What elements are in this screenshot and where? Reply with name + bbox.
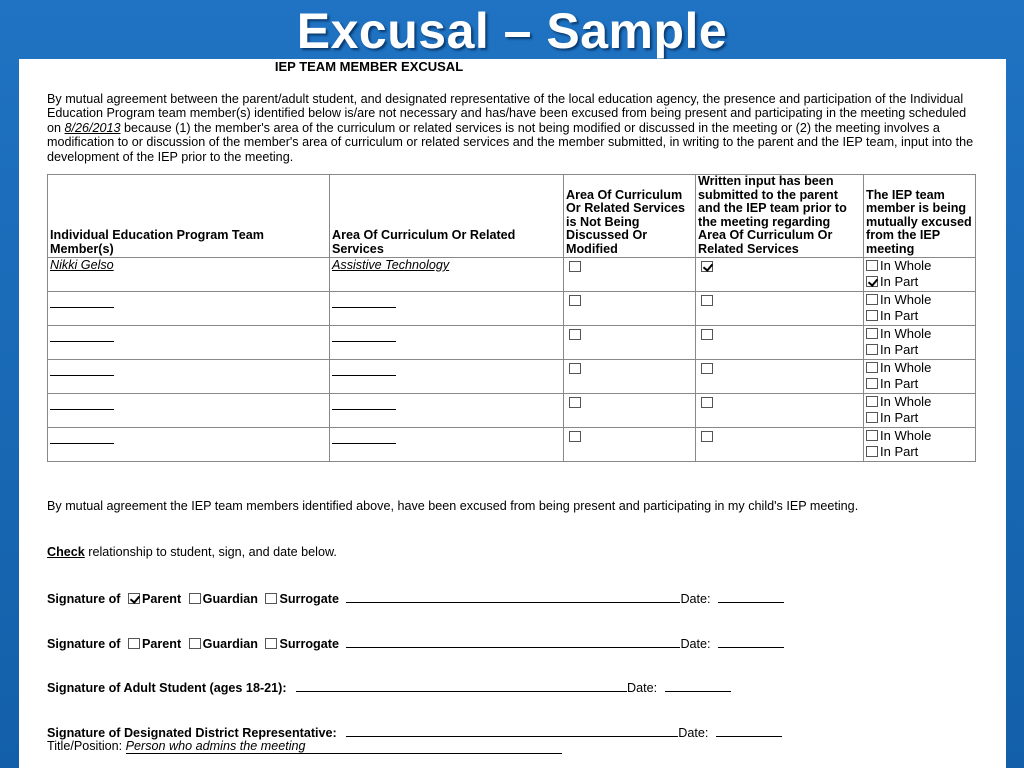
table-row xyxy=(48,394,976,428)
in-part-option xyxy=(866,410,973,426)
header-area: Area Of Curriculum Or Related Services xyxy=(330,175,564,258)
in-whole-option xyxy=(866,394,973,410)
guardian-label-1: Guardian xyxy=(202,592,258,606)
date-line-2[interactable] xyxy=(718,636,784,648)
in-whole-label: In Whole xyxy=(880,258,932,273)
member-cell[interactable] xyxy=(48,258,330,292)
area-cell[interactable] xyxy=(330,428,564,462)
signature-row-1 xyxy=(47,591,784,606)
guardian-label-2: Guardian xyxy=(202,637,258,651)
date-label-3: Date: xyxy=(627,681,658,695)
in-whole-checkbox[interactable] xyxy=(866,260,878,271)
area-cell[interactable] xyxy=(330,292,564,326)
in-whole-label: In Whole xyxy=(880,394,932,409)
form-title: IEP TEAM MEMBER EXCUSAL xyxy=(274,59,464,74)
district-rep-label: Signature of Designated District Representative: xyxy=(47,726,337,740)
not-discussed-checkbox[interactable] xyxy=(569,329,581,340)
table-row xyxy=(48,292,976,326)
header-not-discussed: Area Of Curriculum Or Related Services is Not Being Discussed Or Modified xyxy=(564,175,696,258)
member-cell[interactable] xyxy=(48,360,330,394)
in-part-option xyxy=(866,274,973,290)
parent-label-2: Parent xyxy=(141,637,182,651)
not-discussed-checkbox[interactable] xyxy=(569,295,581,306)
in-whole-checkbox[interactable] xyxy=(866,396,878,407)
signature-line-2[interactable] xyxy=(346,636,680,648)
in-part-option xyxy=(866,342,973,358)
written-input-checkbox[interactable] xyxy=(701,397,713,408)
sig-label-2: Signature of xyxy=(47,637,121,651)
in-part-label: In Part xyxy=(880,274,919,289)
in-part-checkbox[interactable] xyxy=(866,276,878,287)
area-blank-line xyxy=(332,398,396,410)
date-label-2: Date: xyxy=(680,637,711,651)
written-input-cell xyxy=(696,258,864,292)
in-part-label: In Part xyxy=(880,342,919,357)
signature-row-adult-student xyxy=(47,680,731,695)
not-discussed-checkbox[interactable] xyxy=(569,261,581,272)
in-part-checkbox[interactable] xyxy=(866,412,878,423)
written-input-checkbox[interactable] xyxy=(701,295,713,306)
in-whole-checkbox[interactable] xyxy=(866,328,878,339)
in-part-option xyxy=(866,444,973,460)
adult-student-signature-line[interactable] xyxy=(296,680,627,692)
in-whole-checkbox[interactable] xyxy=(866,362,878,373)
form-document xyxy=(19,59,1006,768)
in-part-label: In Part xyxy=(880,376,919,391)
area-blank-line xyxy=(332,432,396,444)
excused-cell xyxy=(864,394,976,428)
in-part-checkbox[interactable] xyxy=(866,344,878,355)
excused-cell xyxy=(864,360,976,394)
not-discussed-cell xyxy=(564,292,696,326)
written-input-cell xyxy=(696,394,864,428)
in-part-checkbox[interactable] xyxy=(866,378,878,389)
in-whole-label: In Whole xyxy=(880,428,932,443)
excusal-table xyxy=(47,174,976,462)
signature-row-2 xyxy=(47,636,784,651)
meeting-date-field[interactable]: 8/26/2013 xyxy=(64,120,121,135)
intro-paragraph xyxy=(47,92,977,164)
signature-line-1[interactable] xyxy=(346,591,680,603)
written-input-checkbox[interactable] xyxy=(701,431,713,442)
in-part-checkbox[interactable] xyxy=(866,446,878,457)
adult-student-label: Signature of Adult Student (ages 18-21): xyxy=(47,681,287,695)
not-discussed-cell xyxy=(564,258,696,292)
excused-cell xyxy=(864,292,976,326)
written-input-cell xyxy=(696,360,864,394)
not-discussed-cell xyxy=(564,394,696,428)
member-blank-line xyxy=(50,432,114,444)
surrogate-label-2: Surrogate xyxy=(279,637,339,651)
title-position-label: Title/Position: xyxy=(47,739,123,753)
parent-checkbox-2[interactable] xyxy=(128,638,140,649)
check-rest: relationship to student, sign, and date below. xyxy=(84,545,337,559)
written-input-checkbox[interactable] xyxy=(701,363,713,374)
written-input-cell xyxy=(696,326,864,360)
in-part-label: In Part xyxy=(880,410,919,425)
area-cell[interactable] xyxy=(330,326,564,360)
excused-cell xyxy=(864,326,976,360)
parent-label-1: Parent xyxy=(141,592,182,606)
in-whole-label: In Whole xyxy=(880,326,932,341)
check-bold: Check xyxy=(47,545,85,559)
title-position-field[interactable]: Person who admins the meeting xyxy=(126,739,562,754)
in-whole-checkbox[interactable] xyxy=(866,294,878,305)
in-part-checkbox[interactable] xyxy=(866,310,878,321)
guardian-checkbox-1[interactable] xyxy=(189,593,201,604)
slide-title: Excusal – Sample xyxy=(296,3,728,59)
in-whole-option xyxy=(866,326,973,342)
in-whole-checkbox[interactable] xyxy=(866,430,878,441)
area-blank-line xyxy=(332,364,396,376)
area-blank-line xyxy=(332,330,396,342)
not-discussed-checkbox[interactable] xyxy=(569,431,581,442)
in-whole-option xyxy=(866,258,973,274)
member-cell[interactable] xyxy=(48,394,330,428)
signature-row-district-rep xyxy=(47,725,782,740)
not-discussed-cell xyxy=(564,326,696,360)
intro-text-after: because (1) the member's area of the curriculum or related services is not being modified or discussed in the meeting or (2) the meeting involves a modification to or discussion of the member's area of curriculum or related services and the member submitted, in writing to the parent and the IEP team, input into the development of the IEP prior to the meeting. xyxy=(47,120,974,164)
area-name: Assistive Technology xyxy=(332,258,450,272)
surrogate-checkbox-2[interactable] xyxy=(265,638,277,649)
in-whole-label: In Whole xyxy=(880,292,932,307)
in-whole-option xyxy=(866,428,973,444)
table-body xyxy=(48,258,976,462)
written-input-cell xyxy=(696,292,864,326)
sig-label-1: Signature of xyxy=(47,592,121,606)
header-written-input: Written input has been submitted to the parent and the IEP team prior to the meeting regarding Area Of Curriculum Or Related Services xyxy=(696,175,864,258)
in-whole-label: In Whole xyxy=(880,360,932,375)
in-part-option xyxy=(866,308,973,324)
date-line-1[interactable] xyxy=(718,591,784,603)
table-row xyxy=(48,428,976,462)
table-row xyxy=(48,258,976,292)
not-discussed-cell xyxy=(564,428,696,462)
check-instruction xyxy=(47,545,337,559)
date-line-3[interactable] xyxy=(665,680,731,692)
not-discussed-checkbox[interactable] xyxy=(569,397,581,408)
not-discussed-cell xyxy=(564,360,696,394)
intro-text-before: By mutual agreement between the parent/adult student, and designated representative of the local education agency, the presence and participation of the Individual Education Program team member(s) identified below is/are not necessary and has/have been excused from being present and participating in the meeting scheduled on xyxy=(47,92,967,135)
surrogate-label-1: Surrogate xyxy=(279,592,339,606)
area-cell[interactable] xyxy=(330,258,564,292)
table-header-row xyxy=(48,175,976,258)
date-label-4: Date: xyxy=(678,726,709,740)
written-input-checkbox[interactable] xyxy=(701,329,713,340)
excused-cell xyxy=(864,428,976,462)
parent-checkbox-1[interactable] xyxy=(128,593,140,604)
member-cell[interactable] xyxy=(48,292,330,326)
table-row xyxy=(48,360,976,394)
agreement-text: By mutual agreement the IEP team members identified above, have been excused from being present and participating in my child's IEP meeting. xyxy=(47,499,859,513)
written-input-cell xyxy=(696,428,864,462)
in-part-label: In Part xyxy=(880,308,919,323)
surrogate-checkbox-1[interactable] xyxy=(265,593,277,604)
area-cell[interactable] xyxy=(330,360,564,394)
table-row xyxy=(48,326,976,360)
member-blank-line xyxy=(50,296,114,308)
member-blank-line xyxy=(50,364,114,376)
in-part-label: In Part xyxy=(880,444,919,459)
area-blank-line xyxy=(332,296,396,308)
member-cell[interactable] xyxy=(48,428,330,462)
in-whole-option xyxy=(866,360,973,376)
district-rep-signature-line[interactable] xyxy=(346,725,678,737)
date-label-1: Date: xyxy=(680,592,711,606)
excused-cell xyxy=(864,258,976,292)
written-input-checkbox[interactable] xyxy=(701,261,713,272)
guardian-checkbox-2[interactable] xyxy=(189,638,201,649)
member-cell[interactable] xyxy=(48,326,330,360)
member-name: Nikki Gelso xyxy=(50,258,114,272)
in-whole-option xyxy=(866,292,973,308)
not-discussed-checkbox[interactable] xyxy=(569,363,581,374)
date-line-4[interactable] xyxy=(716,725,782,737)
member-blank-line xyxy=(50,330,114,342)
in-part-option xyxy=(866,376,973,392)
area-cell[interactable] xyxy=(330,394,564,428)
header-excused: The IEP team member is being mutually excused from the IEP meeting xyxy=(864,175,976,258)
member-blank-line xyxy=(50,398,114,410)
header-member: Individual Education Program Team Member(s) xyxy=(48,175,330,258)
title-position-row xyxy=(47,739,562,754)
